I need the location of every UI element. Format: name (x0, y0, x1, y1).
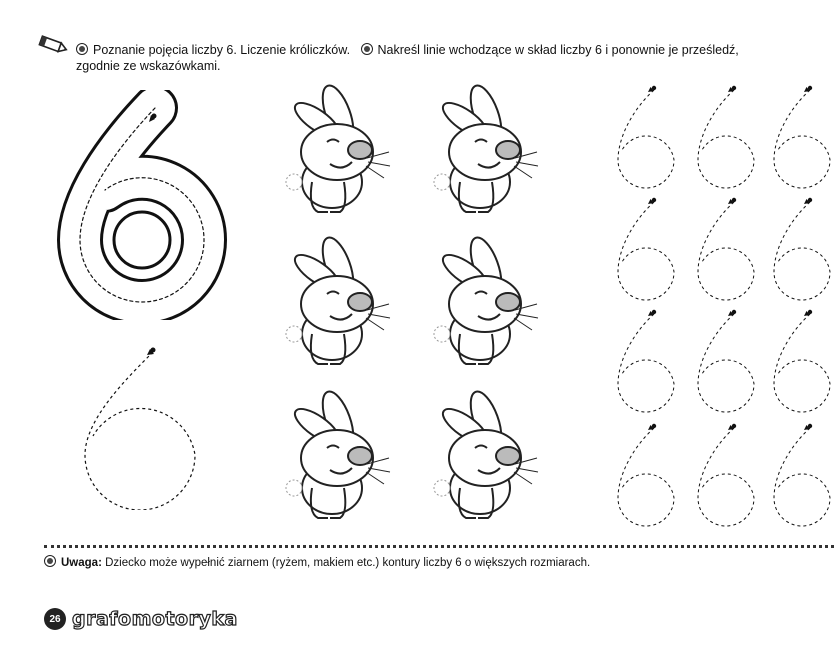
note-text: Dziecko może wypełnić ziarnem (ryżem, makiem etc.) kontury liczby 6 o większych rozmiarach. (105, 557, 591, 569)
task-instructions (76, 43, 816, 58)
task2-text: Nakreśl linie wchodzące w skład liczby 6 i ponownie je prześledź, (377, 43, 739, 57)
large-six-outline (50, 90, 240, 320)
page-number: 26 (44, 608, 66, 630)
task1-text: Poznanie pojęcia liczby 6. Liczenie króliczków. (93, 43, 351, 57)
note-label: Uwaga: (61, 557, 102, 569)
pencil-icon (36, 34, 68, 61)
brand-logo-text: grafomotoryka (72, 608, 238, 630)
dotted-divider (44, 545, 834, 548)
bullet-icon (44, 555, 56, 567)
bunnies-grid (282, 82, 542, 532)
task2-continued: zgodnie ze wskazówkami. (76, 59, 221, 73)
footer-logo (44, 608, 238, 630)
bullet-icon (361, 43, 373, 55)
tracing-sixes-grid (612, 82, 836, 532)
medium-six-dashed (75, 340, 215, 510)
bullet-icon (76, 43, 88, 55)
note (44, 555, 590, 569)
